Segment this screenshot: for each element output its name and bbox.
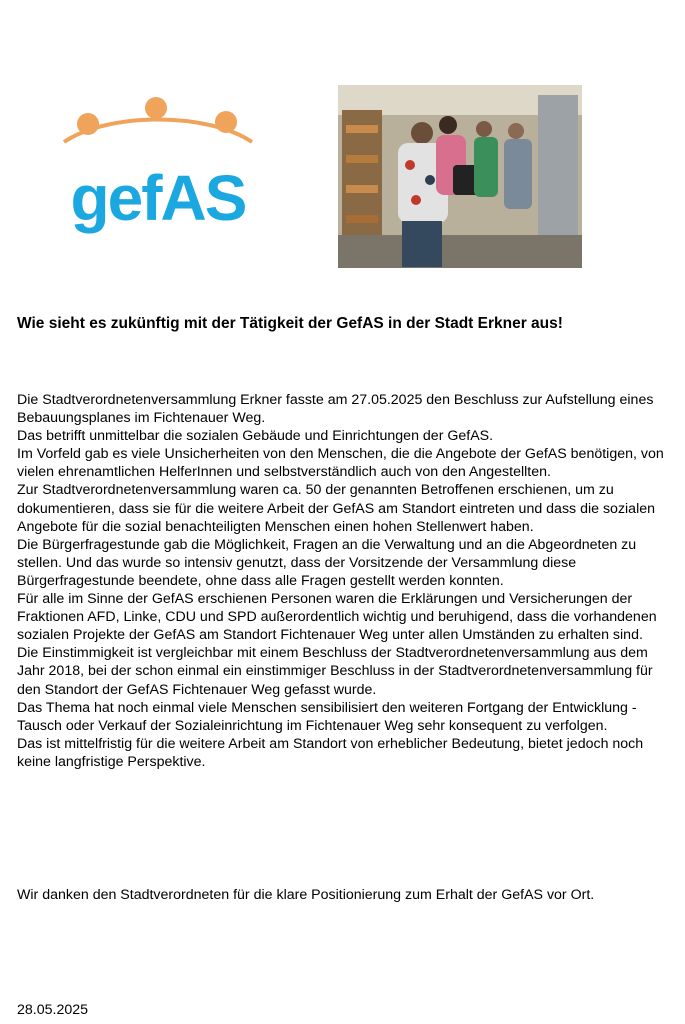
paragraph: Die Stadtverordnetenversammlung Erkner fasste am 27.05.2025 den Beschluss zur Aufstellung eines Bebauungsplanes im Fichtenauer Weg. bbox=[17, 392, 654, 427]
page-title: Wie sieht es zukünftig mit der Tätigkeit der GefAS in der Stadt Erkner aus! bbox=[17, 315, 563, 332]
paragraph: Die Bürgerfragestunde gab die Möglichkeit, Fragen an die Verwaltung und an die Abgeordneten zu stellen. Und das wurde so intensiv genutzt, dass der Vorsitzende der Versammlung diese Bürgerfragestunde beendete, ohne dass alle Fragen gestellt werden konnten. bbox=[17, 536, 637, 589]
paragraph: Das ist mittelfristig für die weitere Arbeit am Standort von erheblicher Bedeutung, bietet jedoch noch keine langfristige Perspektive. bbox=[17, 735, 644, 770]
logo-wordmark: gefAS bbox=[70, 162, 246, 234]
paragraph: Das Thema hat noch einmal viele Menschen sensibilisiert den weiteren Fortgang der Entwicklung - Tausch oder Verkauf der Sozialeinrichtung im Fichtenauer Weg sehr konsequent zu verfolgen. bbox=[17, 699, 637, 734]
paragraph: Im Vorfeld gab es viele Unsicherheiten von den Menschen, die die Angebote der GefAS benötigen, von vielen ehrenamtlichen HelferInnen und selbstverständlich auch von den Angestellten. bbox=[17, 446, 664, 481]
shop-people-photo bbox=[338, 85, 582, 268]
gefas-logo bbox=[58, 96, 258, 236]
paragraph: Das betrifft unmittelbar die sozialen Gebäude und Einrichtungen der GefAS. bbox=[17, 428, 494, 445]
paragraph: Die Einstimmigkeit ist vergleichbar mit einem Beschluss der Stadtverordnetenversammlung aus dem Jahr 2018, bei der schon einmal ein einstimmiger Beschluss in der Stadtverordnetenversammlung für den Standort der GefAS Fichtenauer Weg gefasst wurde. bbox=[17, 645, 653, 698]
people-arc-logo-icon bbox=[64, 97, 252, 142]
article-body bbox=[17, 391, 667, 771]
thanks-line: Wir danken den Stadtverordneten für die klare Positionierung zum Erhalt der GefAS vor Ort. bbox=[17, 887, 595, 903]
paragraph: Zur Stadtverordnetenversammlung waren ca. 50 der genannten Betroffenen erschienen, um zu dokumentieren, dass sie für die weitere Arbeit der GefAS am Standort eintreten und dass die sozialen Angebote für die sozial benachteiligten Menschen einen hohen Stellenwert haben. bbox=[17, 482, 656, 535]
document-date: 28.05.2025 bbox=[17, 1002, 89, 1018]
paragraph: Für alle im Sinne der GefAS erschienen Personen waren die Erklärungen und Versicherungen der Fraktionen AFD, Linke, CDU und SPD außerordentlich wichtig und beruhigend, dass die vorhandenen sozialen Projekte der GefAS am Standort Fichtenauer Weg unter allen Umständen zu erhalten sind. bbox=[17, 591, 657, 644]
